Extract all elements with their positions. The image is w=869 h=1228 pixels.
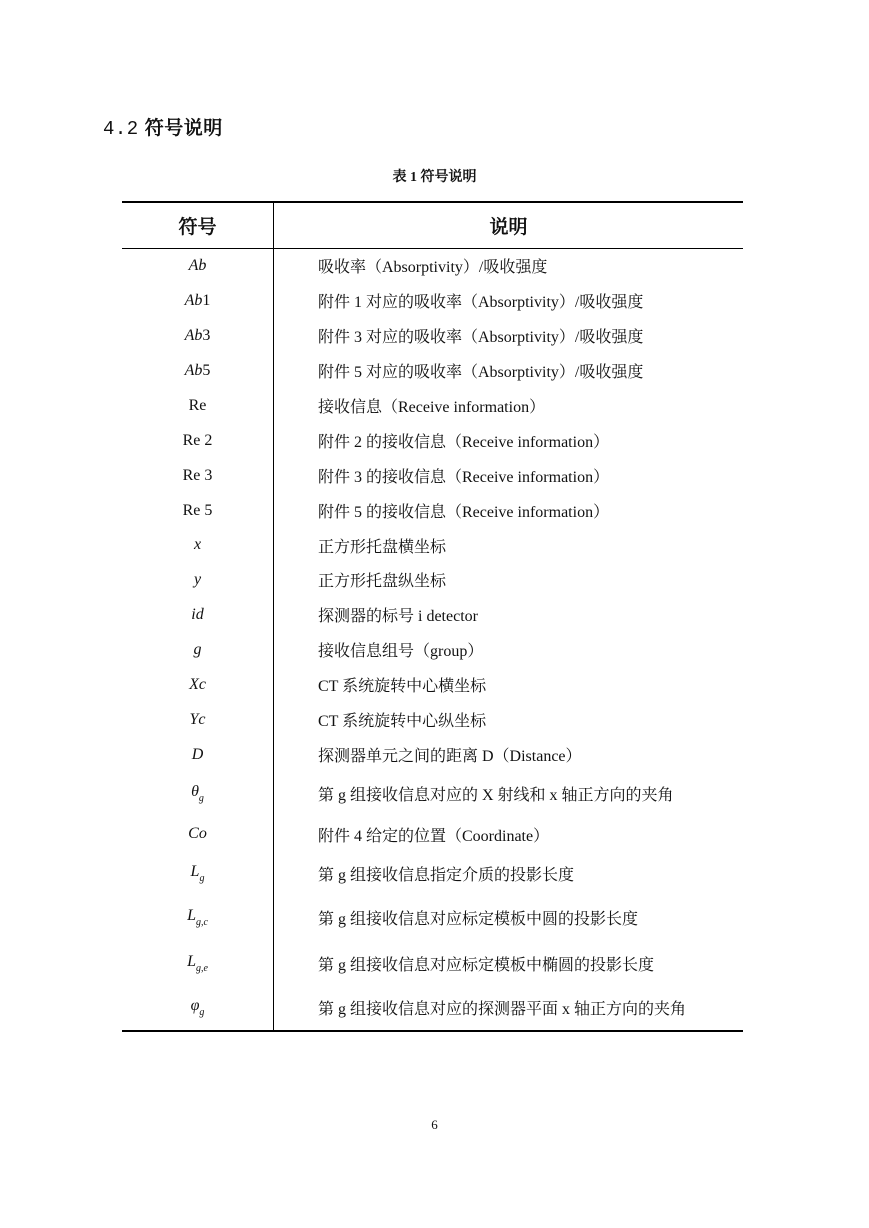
- symbol-text: Re 3: [182, 466, 213, 484]
- symbol-text: D: [191, 745, 204, 763]
- symbol-text: Re 2: [182, 431, 213, 449]
- symbol-cell: [122, 283, 274, 318]
- symbol-table: [122, 201, 743, 1032]
- description-cell: 附件 5 的接收信息（Receive information）: [318, 504, 610, 521]
- symbol-cell: [122, 423, 274, 458]
- table-row: [122, 853, 743, 893]
- description-cell: 吸收率（Absorptivity）/吸收强度: [318, 259, 548, 277]
- description-cell: 附件 5 对应的吸收率（Absorptivity）/吸收强度: [318, 364, 644, 381]
- symbol-cell: [122, 702, 274, 737]
- symbol-number: 3: [202, 326, 211, 344]
- symbol-cell: [122, 893, 274, 941]
- symbol-text: id: [191, 605, 204, 623]
- table-body: [122, 248, 743, 1031]
- symbol-text: Co: [188, 825, 207, 842]
- symbol-cell: [122, 737, 274, 772]
- symbol-cell: [122, 597, 274, 632]
- table-row: [122, 423, 743, 458]
- symbol-text: L: [187, 906, 196, 924]
- table-row: [122, 458, 743, 493]
- symbol-text: Re 5: [182, 501, 213, 519]
- description-cell: 附件 3 对应的吸收率（Absorptivity）/吸收强度: [318, 329, 644, 346]
- description-cell: 第 g 组接收信息指定介质的投影长度: [318, 866, 575, 884]
- symbol-cell: [122, 941, 274, 985]
- description-cell: 第 g 组接收信息对应标定模板中圆的投影长度: [318, 910, 639, 928]
- symbol-subscript: g: [199, 872, 205, 884]
- symbol-text: L: [190, 862, 200, 880]
- description-cell: 附件 2 的接收信息（Receive information）: [318, 434, 610, 451]
- table-row: [122, 493, 743, 528]
- symbol-cell: [122, 493, 274, 528]
- symbol-subscript: g,e: [195, 962, 208, 974]
- table-row: [122, 702, 743, 737]
- table-row: [122, 597, 743, 632]
- symbol-text: Ab: [188, 256, 207, 274]
- description-cell: 附件 1 对应的吸收率（Absorptivity）/吸收强度: [318, 294, 644, 311]
- table-row: [122, 667, 743, 702]
- symbol-cell: [122, 248, 274, 283]
- table-row: [122, 632, 743, 667]
- table-row: [122, 941, 743, 985]
- description-cell: CT 系统旋转中心横坐标: [318, 678, 487, 695]
- table-row: [122, 772, 743, 815]
- symbol-text: θ: [191, 783, 199, 800]
- table-row: [122, 528, 743, 562]
- section-title: 符号说明: [144, 118, 223, 139]
- symbol-column-header: 符号: [122, 202, 274, 248]
- description-cell: 第 g 组接收信息对应的 X 射线和 x 轴正方向的夹角: [318, 787, 674, 804]
- table-header-row: [122, 202, 743, 248]
- description-cell: 接收信息组号（group）: [318, 643, 484, 660]
- symbol-cell: [122, 985, 274, 1031]
- description-cell: 第 g 组接收信息对应的探测器平面 x 轴正方向的夹角: [274, 985, 744, 1031]
- symbol-number: 1: [202, 291, 211, 309]
- description-cell: 正方形托盘横坐标: [318, 538, 447, 556]
- symbol-text: Ab: [184, 326, 203, 344]
- table-row: [122, 985, 743, 1031]
- symbol-subscript: g: [199, 1007, 205, 1018]
- symbol-cell: [122, 772, 274, 815]
- symbol-cell: [122, 667, 274, 702]
- description-cell: 正方形托盘纵坐标: [318, 573, 447, 590]
- table-row: [122, 562, 743, 597]
- description-cell: CT 系统旋转中心纵坐标: [318, 713, 487, 730]
- symbol-text: Yc: [189, 710, 206, 728]
- table-row: [122, 815, 743, 853]
- table-row: [122, 388, 743, 423]
- symbol-subscript: g,c: [195, 916, 208, 928]
- symbol-text: y: [193, 570, 202, 588]
- symbol-cell: [122, 458, 274, 493]
- table-caption: 表 1 符号说明: [392, 170, 477, 185]
- table-row: [122, 248, 743, 283]
- table-row: [122, 737, 743, 772]
- section-heading: [103, 113, 223, 140]
- symbol-cell: [122, 318, 274, 353]
- description-cell: 探测器单元之间的距离 D（Distance）: [318, 748, 582, 765]
- table-row: [122, 283, 743, 318]
- description-cell: 探测器的标号 i detector: [318, 608, 478, 625]
- page-number: 6: [431, 1117, 438, 1132]
- description-cell: 接收信息（Receive information）: [318, 399, 546, 416]
- symbol-text: Ab: [184, 361, 203, 379]
- symbol-cell: [122, 388, 274, 423]
- symbol-cell: [122, 853, 274, 893]
- symbol-text: x: [193, 536, 202, 553]
- symbol-cell: [122, 353, 274, 388]
- description-cell: 附件 3 的接收信息（Receive information）: [318, 469, 610, 486]
- symbol-cell: [122, 815, 274, 853]
- symbol-text: φ: [190, 997, 200, 1014]
- symbol-number: 5: [202, 361, 211, 379]
- description-cell: 第 g 组接收信息对应标定模板中椭圆的投影长度: [318, 956, 655, 974]
- symbol-text: Xc: [189, 675, 206, 693]
- symbol-text: L: [187, 952, 196, 970]
- table-row: [122, 893, 743, 941]
- symbol-cell: [122, 528, 274, 562]
- symbol-subscript: g: [198, 793, 204, 804]
- symbol-text: g: [193, 640, 202, 658]
- section-number: 4.2: [103, 118, 139, 140]
- description-column-header: 说明: [274, 202, 744, 248]
- symbol-cell: [122, 562, 274, 597]
- description-cell: 附件 4 给定的位置（Coordinate）: [318, 827, 550, 845]
- symbol-text: Ab: [184, 291, 203, 309]
- symbol-text: Re: [188, 396, 207, 414]
- symbol-cell: [122, 632, 274, 667]
- table-row: [122, 318, 743, 353]
- table-row: [122, 353, 743, 388]
